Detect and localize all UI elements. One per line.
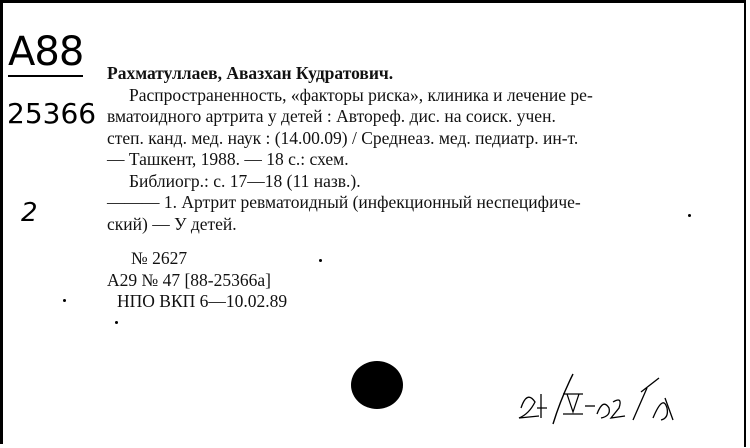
description-line: вматоидного артрита у детей : Автореф. дис. на соиск. учен. xyxy=(107,106,556,126)
author-heading: Рахматуллаев, Авазхан Кудратович. xyxy=(107,63,394,83)
card-number: № 2627 xyxy=(131,248,188,268)
description-line: — Ташкент, 1988. — 18 с.: схем. xyxy=(107,149,349,169)
call-number-top: A88 xyxy=(8,29,84,75)
card-border xyxy=(744,3,746,447)
speck xyxy=(319,259,322,262)
punch-hole xyxy=(351,361,403,409)
bibliography-note: Библиогр.: с. 17—18 (11 назв.). xyxy=(129,170,361,191)
speck xyxy=(115,321,118,324)
description-line: степ. канд. мед. наук : (14.00.09) / Среднеаз. мед. педиатр. ин-т. xyxy=(107,127,579,148)
call-number-bottom: 25366 xyxy=(7,97,97,130)
accession-number: A29 № 47 [88-25366a] xyxy=(107,269,271,290)
handwritten-signature xyxy=(513,368,683,428)
handwritten-mark: 2 xyxy=(21,198,38,228)
speck xyxy=(63,299,66,302)
speck xyxy=(688,214,691,217)
accession-block xyxy=(107,248,288,313)
publisher-line: НПО ВКП 6—10.02.89 xyxy=(117,291,288,311)
subject-line: ский) — У детей. xyxy=(107,213,237,234)
bibliographic-record xyxy=(107,63,707,235)
subject-line: ——— 1. Артрит ревматоидный (инфекционный неспецифиче- xyxy=(107,192,581,212)
description-line: Распространенность, «факторы риска», клиника и лечение ре- xyxy=(129,84,593,105)
